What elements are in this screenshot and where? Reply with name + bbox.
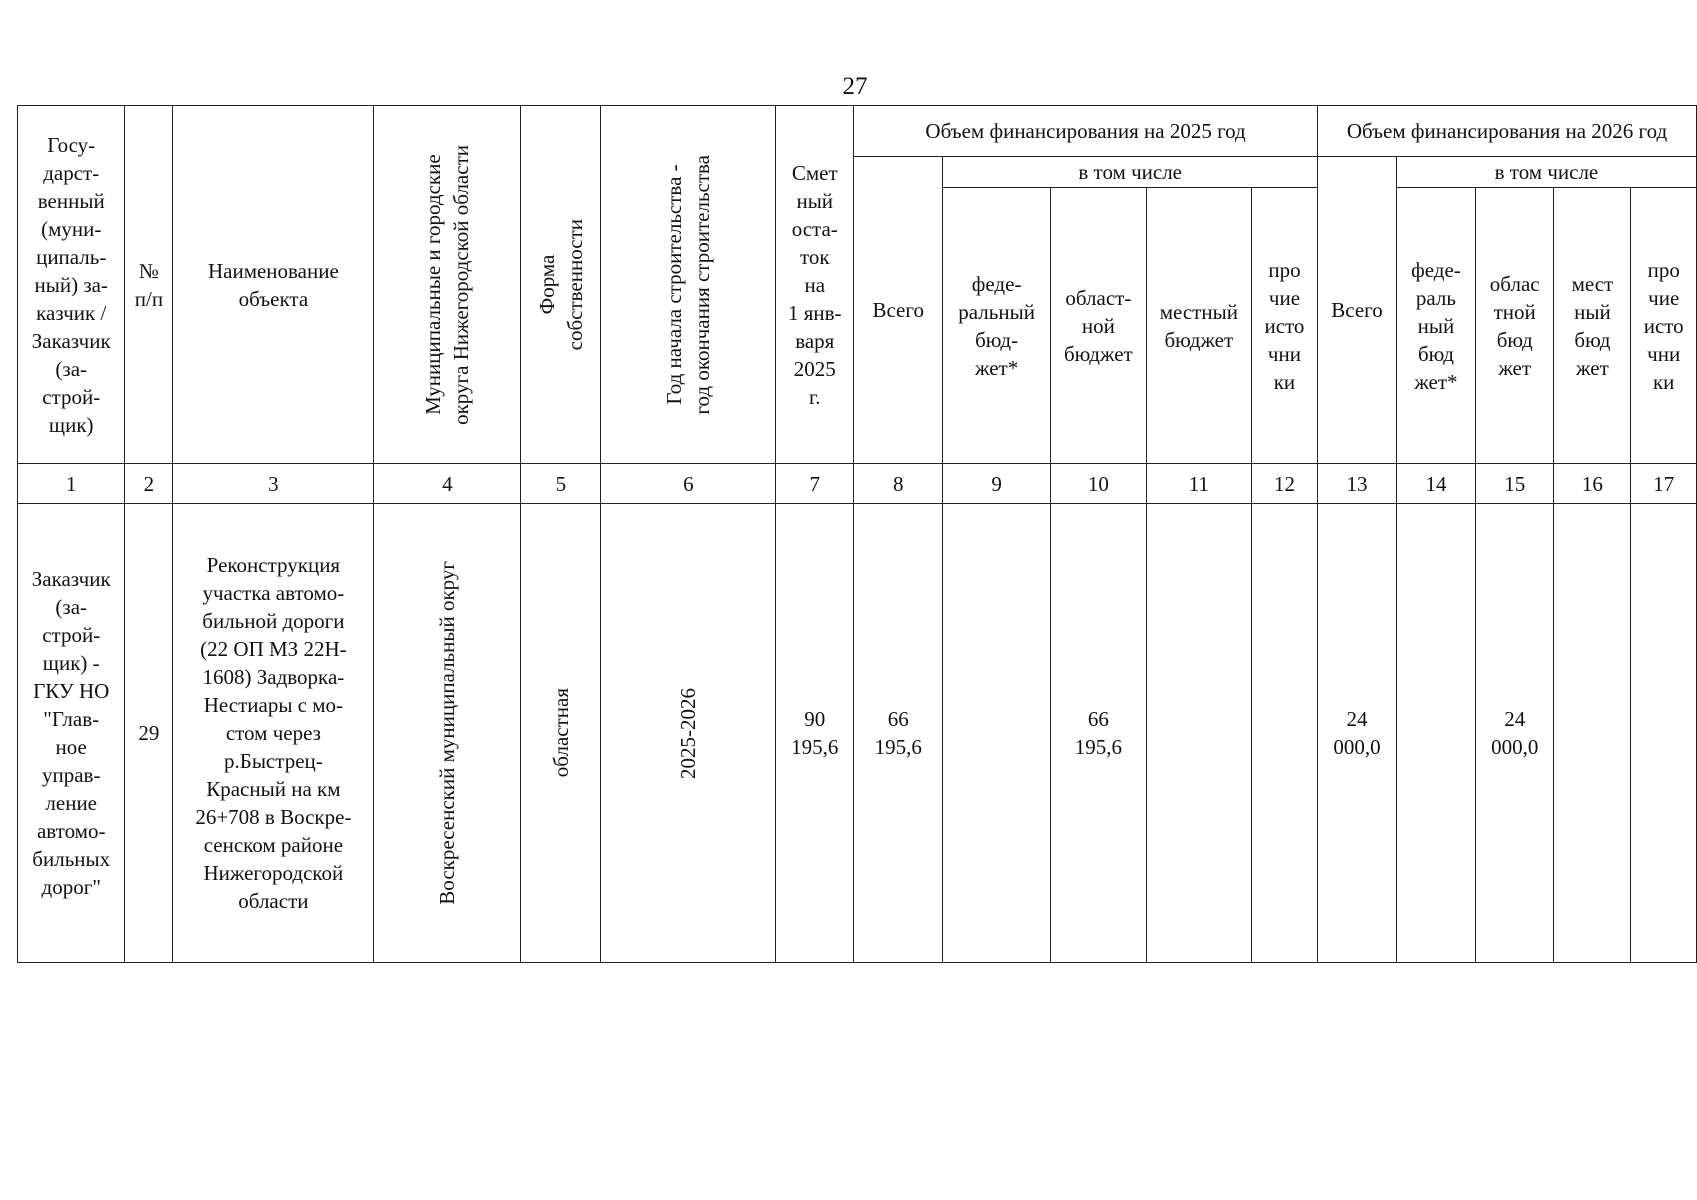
financing-table	[17, 105, 1697, 963]
table-row	[18, 504, 1697, 963]
header-ownership: Форма собственности	[534, 218, 587, 351]
header-federal-2026: феде- раль ный бюд жет*	[1396, 188, 1475, 464]
header-total-2026: Всего	[1318, 157, 1397, 464]
column-number: 13	[1318, 464, 1397, 504]
header-customer: Госу- дарст- венный (муни- ципаль- ный) за- казчик / Заказчик (за- строй- щик)	[18, 106, 125, 464]
cell-federal-2025	[943, 504, 1051, 963]
column-number: 4	[374, 464, 521, 504]
column-number: 14	[1396, 464, 1475, 504]
header-ownership-cell	[521, 106, 601, 464]
column-number: 15	[1476, 464, 1554, 504]
header-other-2026: про чие исто чни ки	[1631, 188, 1697, 464]
header-number: № п/п	[125, 106, 173, 464]
column-number: 17	[1631, 464, 1697, 504]
cell-regional-2025: 66 195,6	[1050, 504, 1146, 963]
column-number: 8	[854, 464, 943, 504]
cell-other-2026	[1631, 504, 1697, 963]
cell-local-2025	[1146, 504, 1251, 963]
column-number: 12	[1251, 464, 1317, 504]
column-number: 2	[125, 464, 173, 504]
cell-municipality: Воскресенский муниципальный округ	[435, 561, 460, 905]
cell-years-cell	[601, 504, 776, 963]
cell-federal-2026	[1396, 504, 1475, 963]
cell-municipality-cell	[374, 504, 521, 963]
column-number: 1	[18, 464, 125, 504]
cell-number: 29	[125, 504, 173, 963]
header-years: Год начала строительства - год окончания строительства	[662, 154, 715, 415]
cell-local-2026	[1554, 504, 1631, 963]
cell-ownership: областная	[548, 688, 573, 778]
header-local-2025: местный бюджет	[1146, 188, 1251, 464]
header-regional-2026: облас тной бюд жет	[1476, 188, 1554, 464]
header-federal-2025: феде- ральный бюд- жет*	[943, 188, 1051, 464]
cell-total-2025: 66 195,6	[854, 504, 943, 963]
header-years-cell	[601, 106, 776, 464]
header-including-2026: в том числе	[1396, 157, 1696, 188]
column-number: 10	[1050, 464, 1146, 504]
cell-object-name: Реконструкция участка автомо- бильной дороги (22 ОП МЗ 22Н- 1608) Задворка- Нестиары с мо- стом через р.Быстрец- Красный на км 26+708 в Воскре- сенском районе Нижегородской области	[173, 504, 374, 963]
column-number: 5	[521, 464, 601, 504]
cell-balance: 90 195,6	[776, 504, 854, 963]
header-other-2025: про чие исто чни ки	[1251, 188, 1317, 464]
cell-customer: Заказчик (за- строй- щик) - ГКУ НО "Глав- ное управ- ление автомо- бильных дорог"	[18, 504, 125, 963]
column-number-row	[18, 464, 1697, 504]
cell-other-2025	[1251, 504, 1317, 963]
header-municipality-cell	[374, 106, 521, 464]
header-regional-2025: област- ной бюджет	[1050, 188, 1146, 464]
column-number: 11	[1146, 464, 1251, 504]
column-number: 7	[776, 464, 854, 504]
header-financing-2026: Объем финансирования на 2026 год	[1318, 106, 1697, 157]
cell-total-2026: 24 000,0	[1318, 504, 1397, 963]
cell-regional-2026: 24 000,0	[1476, 504, 1554, 963]
cell-years: 2025-2026	[676, 687, 701, 779]
header-financing-2025: Объем финансирования на 2025 год	[854, 106, 1318, 157]
column-number: 16	[1554, 464, 1631, 504]
cell-ownership-cell	[521, 504, 601, 963]
header-object-name: Наименование объекта	[173, 106, 374, 464]
column-number: 6	[601, 464, 776, 504]
column-number: 3	[173, 464, 374, 504]
page-number: 27	[842, 73, 868, 100]
column-number: 9	[943, 464, 1051, 504]
header-total-2025: Всего	[854, 157, 943, 464]
header-balance: Смет ный оста- ток на 1 янв- варя 2025 г.	[776, 106, 854, 464]
header-including-2025: в том числе	[943, 157, 1318, 188]
header-local-2026: мест ный бюд жет	[1554, 188, 1631, 464]
header-municipality: Муниципальные и городские округа Нижегородской области	[421, 144, 474, 425]
